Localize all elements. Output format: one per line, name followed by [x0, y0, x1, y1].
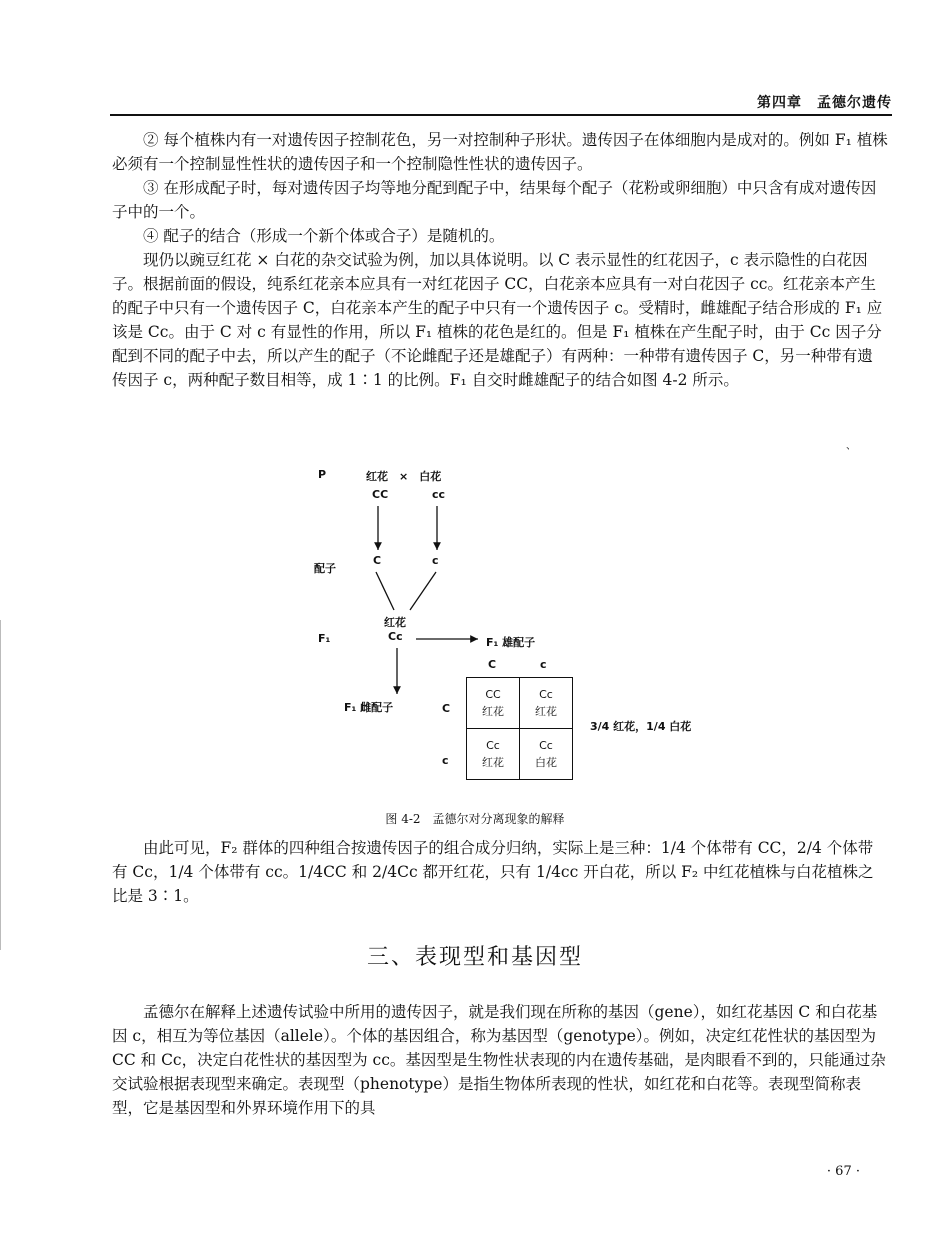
stray-mark: 、 [846, 441, 856, 452]
page-number: · 67 · [826, 1164, 860, 1179]
gamete-right: c [432, 554, 439, 567]
male-gametes-label: F₁ 雄配子 [486, 636, 536, 649]
punnett-cell: Cc 红花 [467, 729, 520, 780]
figure-caption: 图 4-2 孟德尔对分离现象的解释 [385, 812, 565, 826]
chapter-title: 第四章 孟德尔遗传 [757, 95, 892, 111]
paragraph-4: ④ 配子的结合（形成一个新个体或合子）是随机的。 [143, 227, 505, 245]
top-text-block [112, 128, 888, 392]
paragraph-2: ② 每个植株内有一对遗传因子控制花色，另一对控制种子形状。遗传因子在体细胞内是成对的。例如 F₁ 植株必须有一个控制显性性状的遗传因子和一个控制隐性性状的遗传因子。 [112, 131, 888, 173]
paragraph-3: ③ 在形成配子时，每对遗传因子均等地分配到配子中，结果每个配子（花粉或卵细胞）中只含有成对遗传因子中的一个。 [112, 179, 877, 221]
row-header-C: C [442, 702, 451, 715]
arrow-c-to-f1-right [410, 572, 436, 610]
figure-4-2 [300, 462, 720, 792]
scan-edge-line [0, 620, 1, 950]
punnett-cell: CC 红花 [467, 678, 520, 729]
gamete-left: C [373, 554, 382, 567]
section-title: 三、表现型和基因型 [366, 945, 583, 970]
col-header-c: c [540, 658, 547, 671]
punnett-cell: Cc 白花 [520, 729, 573, 780]
ratio-label: 3/4 红花，1/4 白花 [590, 720, 692, 733]
female-gametes-label: F₁ 雌配子 [344, 701, 394, 714]
page-header [110, 92, 892, 116]
p-label: P [318, 468, 327, 481]
gamete-label: 配子 [314, 562, 336, 575]
paragraph-after-figure: 由此可见，F₂ 群体的四种组合按遗传因子的组合成分归纳，实际上是三种：1/4 个体带有 CC，2/4 个体带有 Cc，1/4 个体带有 cc。1/4CC 和 2/4Cc 都开红花，只有 1/4cc 开白花，所以 F₂ 中红花植株与白花植株之比是 3∶1。 [112, 839, 874, 905]
f1-genotype: Cc [388, 630, 403, 643]
arrow-c-to-f1-left [376, 572, 394, 610]
row-header-c: c [442, 754, 449, 767]
paragraph-example: 现仍以豌豆红花 × 白花的杂交试验为例，加以具体说明。以 C 表示显性的红花因子，c 表示隐性的白花因子。根据前面的假设，纯系红花亲本应具有一对红花因子 CC，白花亲本应具有一对白花因子 cc。红花亲本产生的配子中只有一个遗传因子 C，白花亲本产生的配子中只有一个遗传因子 c。受精时，雌雄配子结合形成的 F₁ 应该是 Cc。由于 C 对 c 有显性的作用，所以 F₁ 植株的花色是红的。但是 F₁ 植株在产生配子时，由于 Cc 因子分配到不同的配子中去，所以产生的配子（不论雌配子还是雄配子）有两种：一种带有遗传因子 C，另一种带有遗传因子 c，两种配子数目相等，成 1∶1 的比例。F₁ 自交时雌雄配子的结合如图 4-2 所示。 [112, 251, 883, 389]
parent-right-genotype: cc [432, 488, 446, 501]
f1-phenotype: 红花 [384, 616, 406, 629]
paragraph-section: 孟德尔在解释上述遗传试验中所用的遗传因子，就是我们现在所称的基因（gene），如红花基因 C 和白花基因 c，相互为等位基因（allele）。个体的基因组合，称为基因型（genotype）。例如，决定红花性状的基因型为 CC 和 Cc，决定白花性状的基因型为 cc。基因型是生物性状表现的内在遗传基础，是肉眼看不到的，只能通过杂交试验根据表现型来确定。表现型（phenotype）是指生物体所表现的性状，如红花和白花等。表现型简称表型，它是基因型和外界环境作用下的具 [112, 1003, 886, 1117]
f1-label: F₁ [318, 632, 331, 645]
parent-left-genotype: CC [372, 488, 389, 501]
col-header-C: C [488, 658, 497, 671]
punnett-square [466, 677, 573, 780]
cross-label: 红花 × 白花 [366, 470, 442, 483]
punnett-cell: Cc 红花 [520, 678, 573, 729]
